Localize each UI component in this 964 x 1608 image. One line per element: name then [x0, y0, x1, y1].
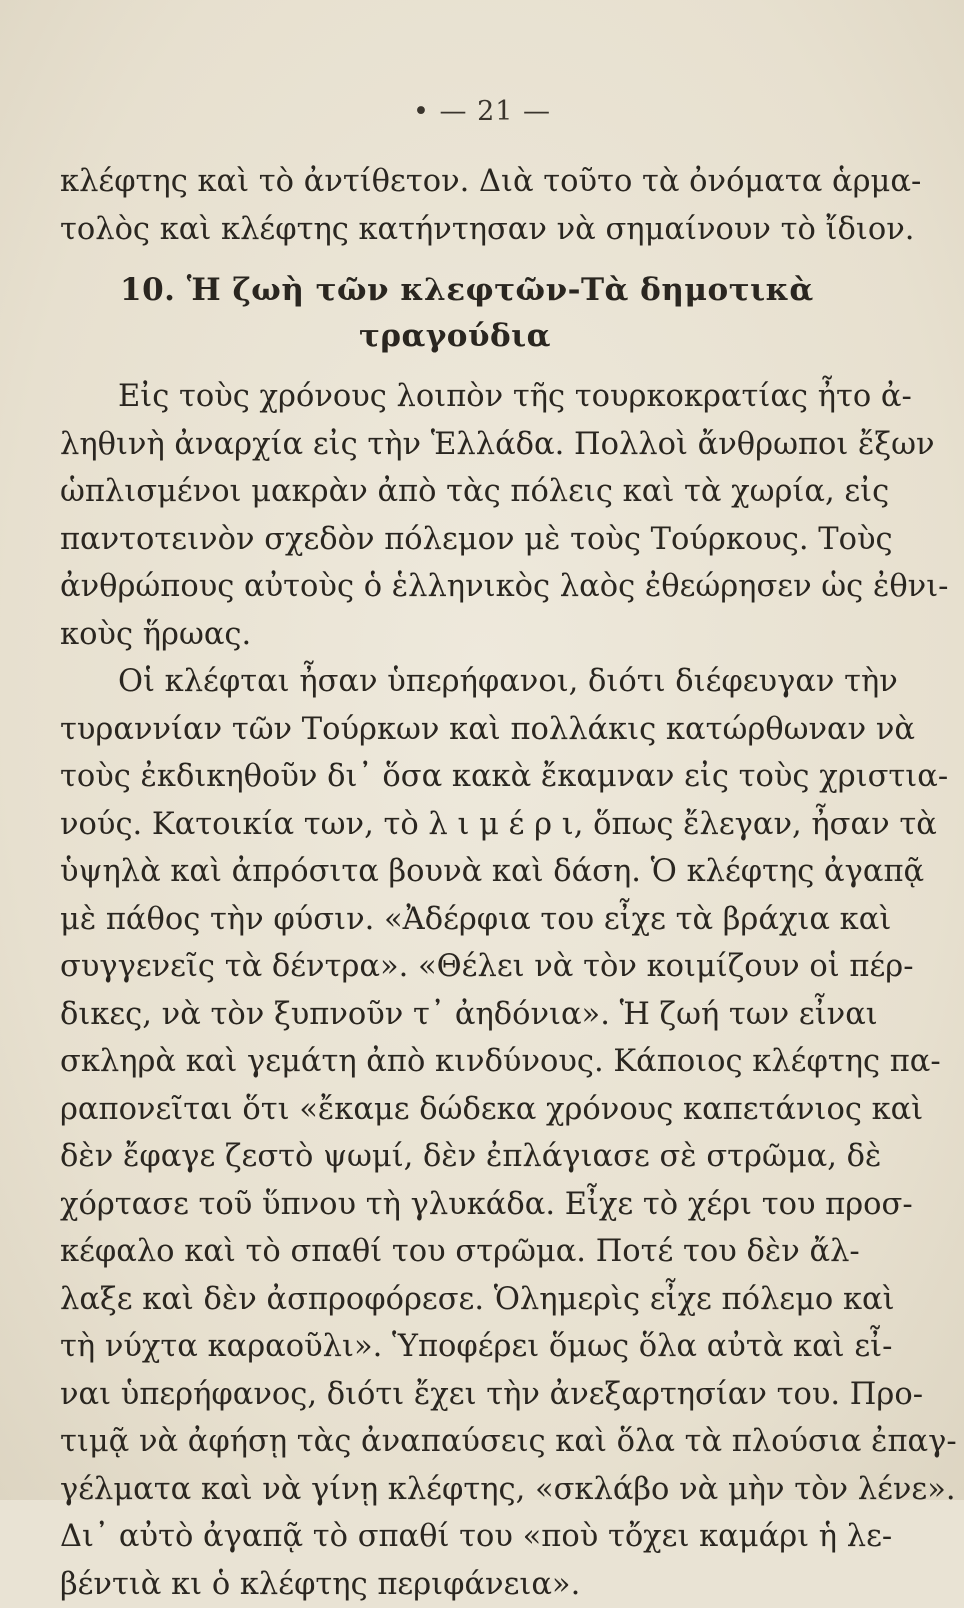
- text-line: Εἰς τοὺς χρόνους λοιπὸν τῆς τουρκοκρατίας ἦτο ἀ-: [60, 373, 850, 421]
- text-line: γέλματα καὶ νὰ γίνῃ κλέφτης, «σκλάβο νὰ μὴν τὸν λένε».: [60, 1466, 850, 1514]
- text-line: τυραννίαν τῶν Τούρκων καὶ πολλάκις κατώρθωναν νὰ: [60, 706, 850, 754]
- section-heading-continued: τραγούδια: [60, 313, 850, 359]
- text-line: κέφαλο καὶ τὸ σπαθί του στρῶμα. Ποτέ του δὲν ἄλ-: [60, 1228, 850, 1276]
- text-line: κοὺς ἥρωας.: [60, 611, 850, 659]
- text-line: δὲν ἔφαγε ζεστὸ ψωμί, δὲν ἐπλάγιασε σὲ στρῶμα, δὲ: [60, 1133, 850, 1181]
- text-line: Δι᾿ αὐτὸ ἀγαπᾷ τὸ σπαθί του «ποὺ τὄχει καμάρι ἡ λε-: [60, 1513, 850, 1561]
- text-line: συγγενεῖς τὰ δέντρα». «Θέλει νὰ τὸν κοιμίζουν οἱ πέρ-: [60, 943, 850, 991]
- text-line: παντοτεινὸν σχεδὸν πόλεμον μὲ τοὺς Τούρκους. Τοὺς: [60, 516, 850, 564]
- text-block: [60, 158, 850, 1608]
- text-line: τοὺς ἐκδικηθοῦν δι᾿ ὅσα κακὰ ἔκαμναν εἰς τοὺς χριστια-: [60, 753, 850, 801]
- text-line: τολὸς καὶ κλέφτης κατήντησαν νὰ σημαίνουν τὸ ἴδιον.: [60, 206, 850, 254]
- text-line: ραπονεῖται ὅτι «ἔκαμε δώδεκα χρόνους καπετάνιος καὶ: [60, 1086, 850, 1134]
- text-line: δικες, νὰ τὸν ξυπνοῦν τ᾿ ἀηδόνια». Ἡ ζωή των εἶναι: [60, 991, 850, 1039]
- text-line: λαξε καὶ δὲν ἀσπροφόρεσε. Ὁλημερὶς εἶχε πόλεμο καὶ: [60, 1276, 850, 1324]
- text-line: νούς. Κατοικία των, τὸ λ ι μ έ ρ ι, ὅπως ἔλεγαν, ἦσαν τὰ: [60, 801, 850, 849]
- section-heading: 10. Ἡ ζωὴ τῶν κλεφτῶν-Τὰ δημοτικὰ: [60, 267, 850, 313]
- text-line: Οἱ κλέφται ἦσαν ὑπερήφανοι, διότι διέφευγαν τὴν: [60, 658, 850, 706]
- text-line: μὲ πάθος τὴν φύσιν. «Ἀδέρφια του εἶχε τὰ βράχια καὶ: [60, 896, 850, 944]
- text-line: ληθινὴ ἀναρχία εἰς τὴν Ἑλλάδα. Πολλοὶ ἄνθρωποι ἔξων: [60, 421, 850, 469]
- text-line: σκληρὰ καὶ γεμάτη ἀπὸ κινδύνους. Κάποιος κλέφτης πα-: [60, 1038, 850, 1086]
- text-line: ὡπλισμένοι μακρὰν ἀπὸ τὰς πόλεις καὶ τὰ χωρία, εἰς: [60, 468, 850, 516]
- text-line: βέντιὰ κι ὁ κλέφτης περιφάνεια».: [60, 1561, 850, 1608]
- text-line: τὴ νύχτα καραοῦλι». Ὑποφέρει ὅμως ὅλα αὐτὰ καὶ εἶ-: [60, 1323, 850, 1371]
- text-line: τιμᾷ νὰ ἀφήσῃ τὰς ἀναπαύσεις καὶ ὅλα τὰ πλούσια ἐπαγ-: [60, 1418, 850, 1466]
- text-line: ἀνθρώπους αὐτοὺς ὁ ἑλληνικὸς λαὸς ἐθεώρησεν ὡς ἐθνι-: [60, 563, 850, 611]
- text-line: ὑψηλὰ καὶ ἀπρόσιτα βουνὰ καὶ δάση. Ὁ κλέφτης ἀγαπᾷ: [60, 848, 850, 896]
- page-number: • — 21 —: [0, 96, 964, 127]
- text-line: χόρτασε τοῦ ὕπνου τὴ γλυκάδα. Εἶχε τὸ χέρι του προσ-: [60, 1181, 850, 1229]
- text-line: κλέφτης καὶ τὸ ἀντίθετον. Διὰ τοῦτο τὰ ὀνόματα ἁρμα-: [60, 158, 850, 206]
- text-line: ναι ὑπερήφανος, διότι ἔχει τὴν ἀνεξαρτησίαν του. Προ-: [60, 1371, 850, 1419]
